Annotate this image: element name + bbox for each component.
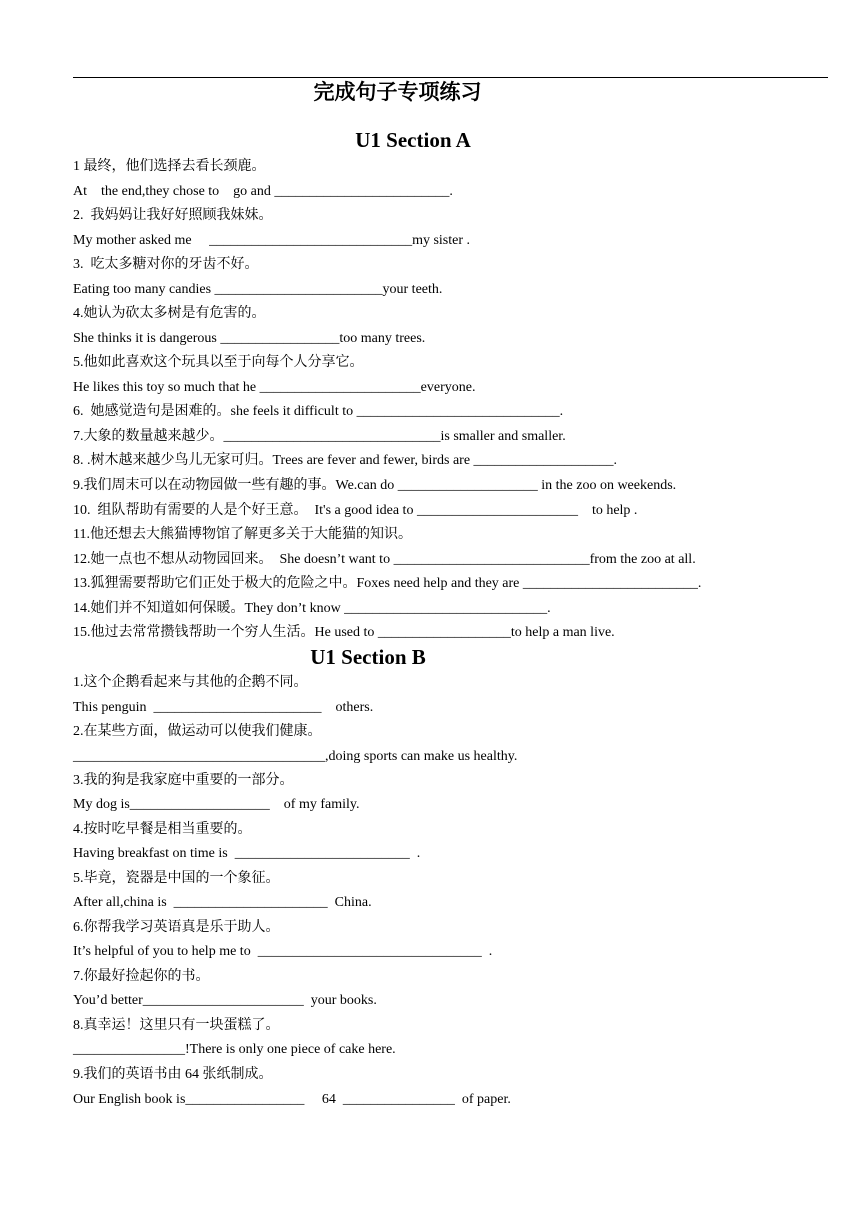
section-b-line: ____________________________________,doing sports can make us healthy. bbox=[73, 749, 518, 764]
section-b-line: 1.这个企鹅看起来与其他的企鹅不同。 bbox=[73, 675, 308, 690]
section-a-line: 4.她认为砍太多树是有危害的。 bbox=[73, 306, 266, 321]
section-b-line: 6.你帮我学习英语真是乐于助人。 bbox=[73, 920, 280, 935]
section-a-line: She thinks it is dangerous _________________too many trees. bbox=[73, 331, 426, 346]
section-b-line: This penguin ________________________ others. bbox=[73, 700, 374, 715]
section-a-line: 11.他还想去大熊猫博物馆了解更多关于大能猫的知识。 bbox=[73, 527, 412, 542]
section-a-line: 7.大象的数量越来越少。_______________________________is smaller and smaller. bbox=[73, 429, 566, 444]
section-b-line: 3.我的狗是我家庭中重要的一部分。 bbox=[73, 773, 294, 788]
page-title: 完成句子专项练习 bbox=[313, 80, 482, 104]
section-b-line: After all,china is ______________________ China. bbox=[73, 895, 372, 910]
section-a-line: He likes this toy so much that he _______________________everyone. bbox=[73, 380, 476, 395]
section-b-line: You’d better_______________________ your books. bbox=[73, 993, 377, 1008]
section-a-line: My mother asked me _____________________________my sister . bbox=[73, 233, 471, 248]
section-b-line: It’s helpful of you to help me to ________________________________ . bbox=[73, 944, 493, 959]
section-b-line: Having breakfast on time is _________________________ . bbox=[73, 846, 421, 861]
section-a-line: 15.他过去常常攒钱帮助一个穷人生活。He used to ___________________to help a man live. bbox=[73, 625, 615, 640]
section-b-line: 2.在某些方面，做运动可以使我们健康。 bbox=[73, 724, 322, 739]
section-a-line: 1 最终，他们选择去看长颈鹿。 bbox=[73, 159, 266, 174]
section-a-line: At the end,they chose to go and _________________________. bbox=[73, 184, 453, 199]
section-b-line: 8.真幸运！这里只有一块蛋糕了。 bbox=[73, 1018, 280, 1033]
section-b-line: 7.你最好捡起你的书。 bbox=[73, 969, 210, 984]
section-a-line: 8. .树木越来越少鸟儿无家可归。Trees are fever and fewer, birds are ____________________. bbox=[73, 453, 618, 468]
section-a-heading: U1 Section A bbox=[355, 128, 471, 152]
section-a-line: 14.她们并不知道如何保暖。They don’t know _____________________________. bbox=[73, 601, 551, 616]
section-b-line: 9.我们的英语书由 64 张纸制成。 bbox=[73, 1067, 273, 1082]
section-a-line: 12.她一点也不想从动物园回来。 She doesn’t want to ____________________________from the zoo at all. bbox=[73, 552, 696, 567]
section-a-line: 10. 组队帮助有需要的人是个好王意。 It's a good idea to _______________________ to help . bbox=[73, 503, 638, 518]
section-a-line: 5.他如此喜欢这个玩具以至于向每个人分享它。 bbox=[73, 355, 364, 370]
section-a-line: 13.狐狸需要帮助它们正处于极大的危险之中。Foxes need help and they are _________________________. bbox=[73, 576, 702, 591]
section-b-line: Our English book is_________________ 64 ________________ of paper. bbox=[73, 1092, 511, 1107]
section-b-heading: U1 Section B bbox=[310, 645, 426, 669]
section-b-line: ________________!There is only one piece of cake here. bbox=[73, 1042, 396, 1057]
section-b-line: 5.毕竟，瓷器是中国的一个象征。 bbox=[73, 871, 280, 886]
section-a-line: 3. 吃太多糖对你的牙齿不好。 bbox=[73, 257, 259, 272]
section-a-line: 2. 我妈妈让我好好照顾我妹妹。 bbox=[73, 208, 273, 223]
section-a-line: Eating too many candies ________________________your teeth. bbox=[73, 282, 443, 297]
section-a-line: 9.我们周末可以在动物园做一些有趣的事。We.can do ____________________ in the zoo on weekends. bbox=[73, 478, 677, 493]
section-b-line: 4.按时吃早餐是相当重要的。 bbox=[73, 822, 252, 837]
section-b-line: My dog is____________________ of my family. bbox=[73, 797, 360, 812]
section-a-line: 6. 她感觉造句是困难的。she feels it difficult to _____________________________. bbox=[73, 404, 564, 419]
